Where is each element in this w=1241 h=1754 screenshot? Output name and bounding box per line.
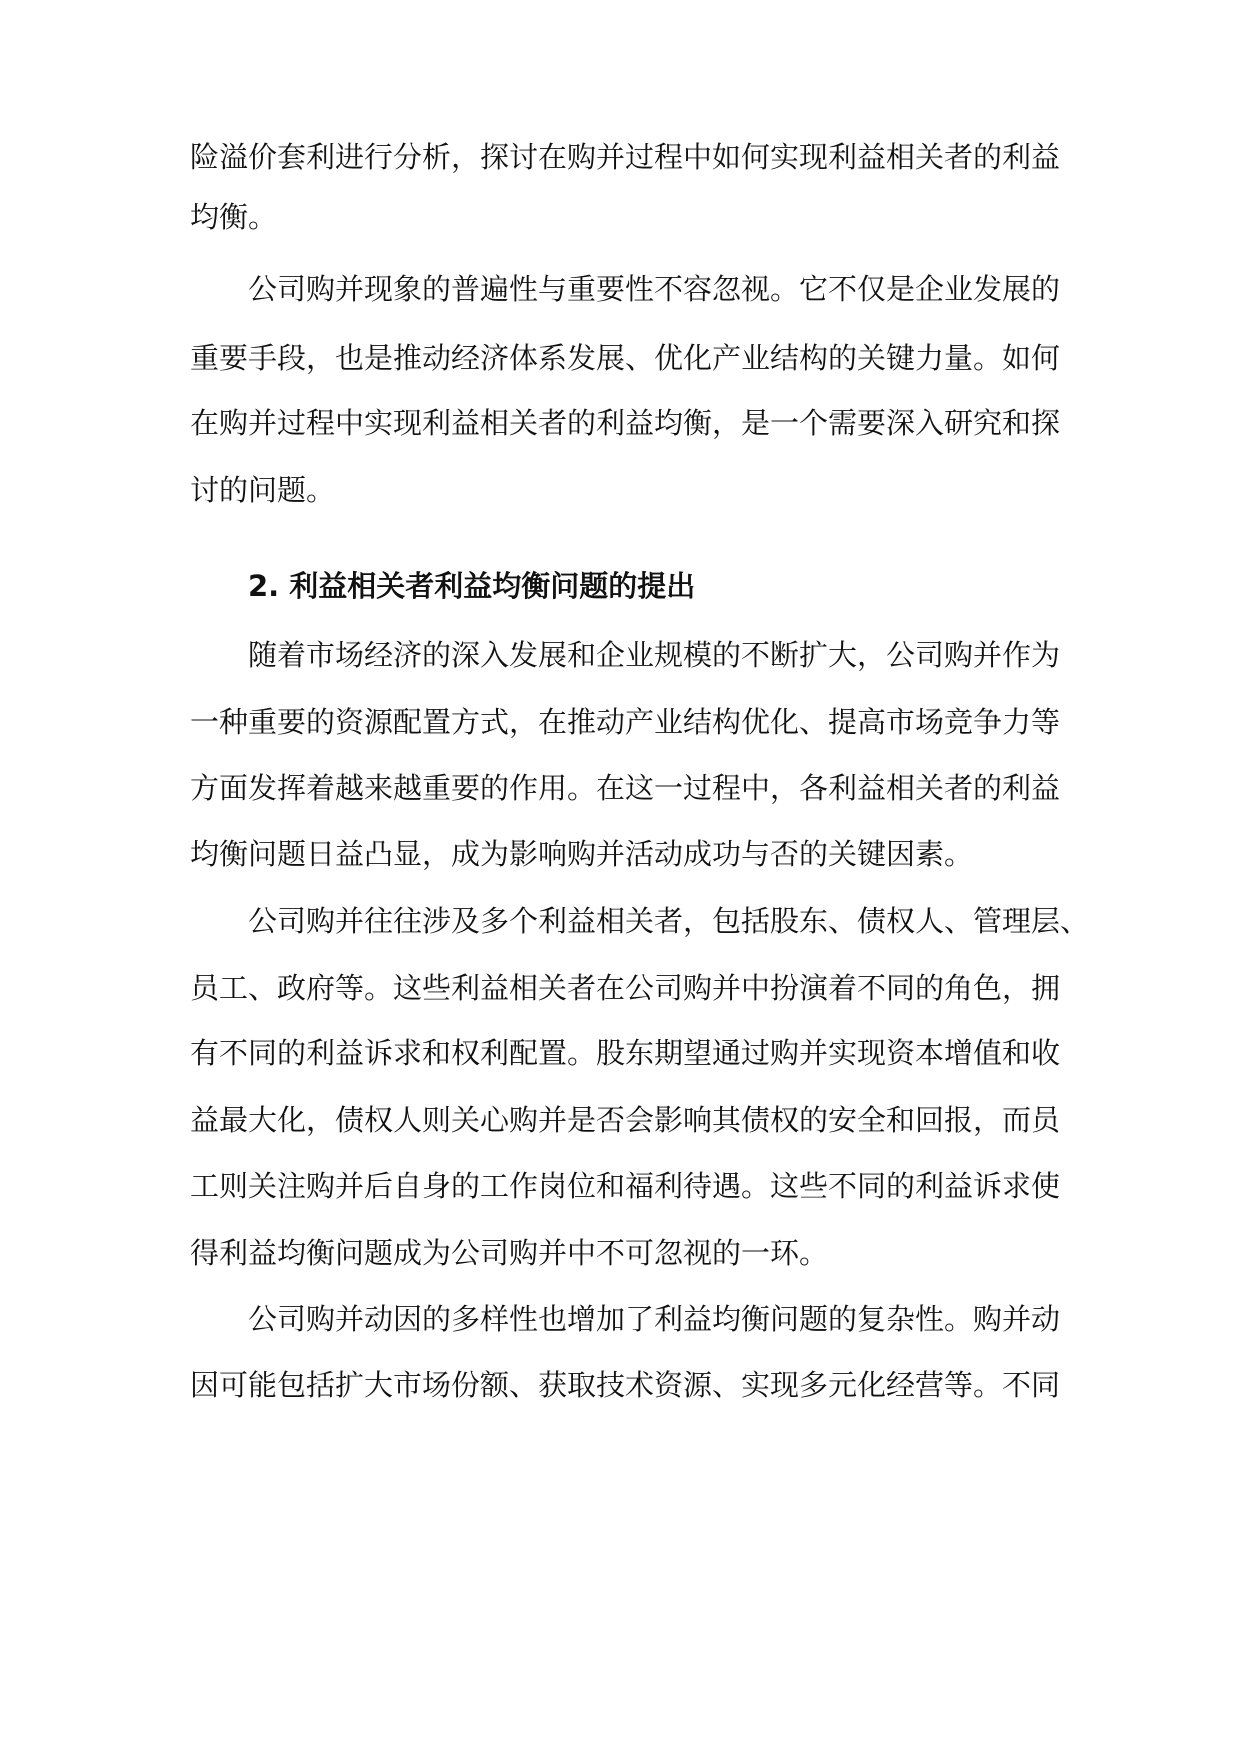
paragraph-line: 重要手段，也是推动经济体系发展、优化产业结构的关键力量。如何 [190,341,1061,375]
paragraph-line: 有不同的利益诉求和权利配置。股东期望通过购并实现资本增值和收 [190,1036,1061,1070]
paragraph-line: 均衡。 [190,200,278,234]
paragraph-line: 公司购并往往涉及多个利益相关者，包括股东、债权人、管理层、 [248,904,1090,938]
paragraph-line: 一种重要的资源配置方式，在推动产业结构优化、提高市场竞争力等 [190,705,1061,739]
paragraph-line: 方面发挥着越来越重要的作用。在这一过程中，各利益相关者的利益 [190,771,1061,805]
paragraph-line: 在购并过程中实现利益相关者的利益均衡，是一个需要深入研究和探 [190,406,1061,440]
paragraph-line: 随着市场经济的深入发展和企业规模的不断扩大，公司购并作为 [248,638,1061,672]
paragraph-line: 工则关注购并后自身的工作岗位和福利待遇。这些不同的利益诉求使 [190,1169,1061,1203]
paragraph-line: 均衡问题日益凸显，成为影响购并活动成功与否的关键因素。 [190,837,974,871]
paragraph-line: 公司购并现象的普遍性与重要性不容忽视。它不仅是企业发展的 [248,272,1061,306]
paragraph-line: 公司购并动因的多样性也增加了利益均衡问题的复杂性。购并动 [248,1302,1061,1336]
paragraph-line: 益最大化，债权人则关心购并是否会影响其债权的安全和回报，而员 [190,1103,1061,1137]
paragraph-line: 险溢价套利进行分析，探讨在购并过程中如何实现利益相关者的利益 [190,140,1061,174]
paragraph-line: 员工、政府等。这些利益相关者在公司购并中扮演着不同的角色，拥 [190,971,1061,1005]
section-heading: 2. 利益相关者利益均衡问题的提出 [248,569,696,603]
paragraph-line: 得利益均衡问题成为公司购并中不可忽视的一环。 [190,1236,829,1270]
paragraph-line: 因可能包括扩大市场份额、获取技术资源、实现多元化经营等。不同 [190,1368,1061,1402]
paragraph-line: 讨的问题。 [190,473,336,507]
